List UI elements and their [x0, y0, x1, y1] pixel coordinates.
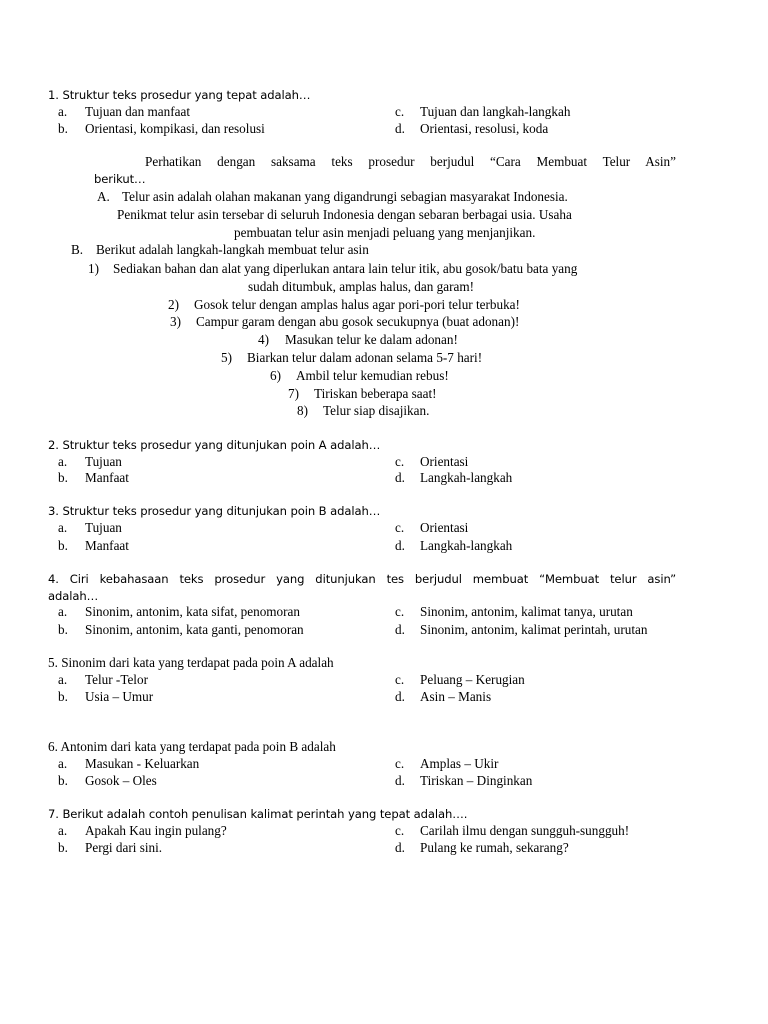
question-2-option-d-text: Langkah-langkah — [420, 470, 513, 485]
question-1-option-a-label: a. — [58, 104, 68, 119]
question-3-option-b-label: b. — [58, 538, 68, 553]
question-5-option-d-label: d. — [395, 689, 405, 704]
step-7-number: 7) — [288, 386, 299, 401]
question-2-option-b-text: Manfaat — [85, 470, 129, 485]
question-5-option-c-label: c. — [395, 672, 405, 687]
step-3-text: Campur garam dengan abu gosok secukupnya (buat adonan)! — [196, 314, 520, 329]
step-8-text: Telur siap disajikan. — [323, 403, 430, 418]
question-7-option-d-text: Pulang ke rumah, sekarang? — [420, 840, 569, 855]
step-8-number: 8) — [297, 403, 308, 418]
question-6-option-a-label: a. — [58, 756, 68, 771]
question-5-option-d-text: Asin – Manis — [420, 689, 492, 704]
question-3-option-d-text: Langkah-langkah — [420, 538, 513, 553]
question-2-option-c-label: c. — [395, 454, 405, 469]
step-3-number: 3) — [170, 314, 181, 329]
question-2-option-a-label: a. — [58, 454, 68, 469]
question-3-option-d-label: d. — [395, 538, 405, 553]
question-1-stem: 1. Struktur teks prosedur yang tepat adalah… — [48, 88, 311, 102]
section-a-line-3: pembuatan telur asin menjadi peluang yang menjanjikan. — [234, 225, 536, 240]
question-1-option-b-text: Orientasi, kompikasi, dan resolusi — [85, 121, 265, 136]
question-1-option-d-label: d. — [395, 121, 405, 136]
question-5-option-b-text: Usia – Umur — [85, 689, 154, 704]
step-7-text: Tiriskan beberapa saat! — [314, 386, 437, 401]
question-6-option-b-text: Gosok – Oles — [85, 773, 157, 788]
question-2-option-c-text: Orientasi — [420, 454, 469, 469]
question-4-option-a-text: Sinonim, antonim, kata sifat, penomoran — [85, 604, 300, 619]
question-3-option-a-text: Tujuan — [85, 520, 122, 535]
question-7-option-c-label: c. — [395, 823, 405, 838]
question-2-stem: 2. Struktur teks prosedur yang ditunjukan poin A adalah… — [48, 438, 381, 452]
question-2-option-b-label: b. — [58, 470, 68, 485]
question-3-option-c-text: Orientasi — [420, 520, 469, 535]
question-4-option-d-text: Sinonim, antonim, kalimat perintah, urutan — [420, 622, 648, 637]
question-7-option-b-label: b. — [58, 840, 68, 855]
question-3-option-b-text: Manfaat — [85, 538, 129, 553]
question-7-option-a-label: a. — [58, 823, 68, 838]
question-5-option-c-text: Peluang – Kerugian — [420, 672, 525, 687]
question-6-option-c-text: Amplas – Ukir — [420, 756, 499, 771]
step-6-number: 6) — [270, 368, 281, 383]
question-5-stem: 5. Sinonim dari kata yang terdapat pada poin A adalah — [48, 655, 334, 670]
question-1-option-c-text: Tujuan dan langkah-langkah — [420, 104, 571, 119]
section-b-label: B. — [71, 242, 84, 257]
question-2-option-a-text: Tujuan — [85, 454, 122, 469]
question-5-option-a-label: a. — [58, 672, 68, 687]
question-5-option-b-label: b. — [58, 689, 68, 704]
question-4-option-a-label: a. — [58, 604, 68, 619]
question-1-option-d-text: Orientasi, resolusi, koda — [420, 121, 549, 136]
step-4-number: 4) — [258, 332, 269, 347]
passage-intro-line-2: berikut… — [94, 172, 146, 186]
question-7-option-d-label: d. — [395, 840, 405, 855]
step-1-text: Sediakan bahan dan alat yang diperlukan antara lain telur itik, abu gosok/batu bata yang — [113, 261, 578, 276]
question-1-option-b-label: b. — [58, 121, 68, 136]
question-4-stem-line-2: adalah… — [48, 589, 99, 603]
question-4-option-c-label: c. — [395, 604, 405, 619]
section-a-line-2: Penikmat telur asin tersebar di seluruh Indonesia dengan sebaran berbagai usia. Usaha — [117, 207, 572, 222]
step-1-text-continued: sudah ditumbuk, amplas halus, dan garam! — [248, 279, 474, 294]
question-3-stem: 3. Struktur teks prosedur yang ditunjukan poin B adalah… — [48, 504, 381, 518]
question-3-option-c-label: c. — [395, 520, 405, 535]
question-1-option-c-label: c. — [395, 104, 405, 119]
passage-intro-line-1: Perhatikan dengan saksama teks prosedur berjudul “Cara Membuat Telur Asin” — [145, 154, 676, 169]
step-1-number: 1) — [88, 261, 99, 276]
question-6-option-a-text: Masukan - Keluarkan — [85, 756, 200, 771]
step-5-number: 5) — [221, 350, 232, 365]
question-7-stem: 7. Berikut adalah contoh penulisan kalimat perintah yang tepat adalah…. — [48, 807, 468, 821]
question-7-option-b-text: Pergi dari sini. — [85, 840, 163, 855]
question-7-option-c-text: Carilah ilmu dengan sungguh-sungguh! — [420, 823, 630, 838]
step-2-text: Gosok telur dengan amplas halus agar pori-pori telur terbuka! — [194, 297, 520, 312]
question-3-option-a-label: a. — [58, 520, 68, 535]
question-6-option-d-label: d. — [395, 773, 405, 788]
step-5-text: Biarkan telur dalam adonan selama 5-7 hari! — [247, 350, 483, 365]
step-2-number: 2) — [168, 297, 179, 312]
step-4-text: Masukan telur ke dalam adonan! — [285, 332, 458, 347]
section-a-label: A. — [97, 189, 110, 204]
question-4-option-b-label: b. — [58, 622, 68, 637]
question-4-stem-line-1: 4. Ciri kebahasaan teks prosedur yang ditunjukan tes berjudul membuat “Membuat telur asin” — [48, 572, 676, 586]
question-4-option-b-text: Sinonim, antonim, kata ganti, penomoran — [85, 622, 304, 637]
question-4-option-d-label: d. — [395, 622, 405, 637]
question-2-option-d-label: d. — [395, 470, 405, 485]
question-6-option-c-label: c. — [395, 756, 405, 771]
question-6-stem: 6. Antonim dari kata yang terdapat pada poin B adalah — [48, 739, 336, 754]
question-7-option-a-text: Apakah Kau ingin pulang? — [85, 823, 227, 838]
section-a-line-1: Telur asin adalah olahan makanan yang digandrungi sebagian masyarakat Indonesia. — [122, 189, 568, 204]
question-6-option-d-text: Tiriskan – Dinginkan — [420, 773, 533, 788]
question-1-option-a-text: Tujuan dan manfaat — [85, 104, 190, 119]
section-b-heading: Berikut adalah langkah-langkah membuat telur asin — [96, 242, 369, 257]
question-5-option-a-text: Telur -Telor — [85, 672, 148, 687]
step-6-text: Ambil telur kemudian rebus! — [296, 368, 449, 383]
question-4-option-c-text: Sinonim, antonim, kalimat tanya, urutan — [420, 604, 633, 619]
question-6-option-b-label: b. — [58, 773, 68, 788]
